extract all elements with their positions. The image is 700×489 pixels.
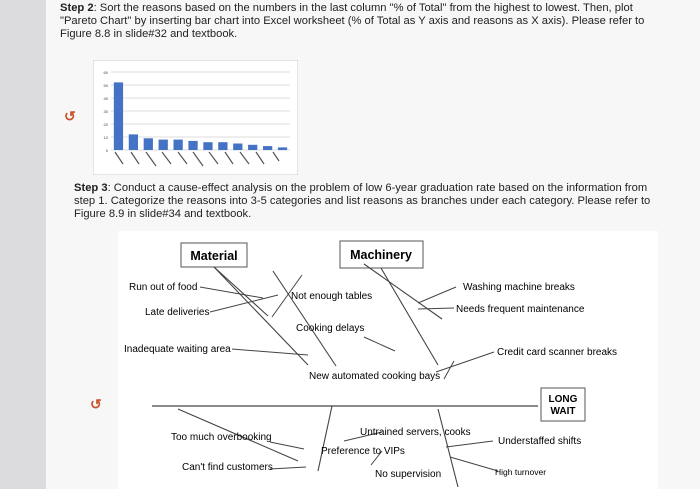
- chart-bar: [218, 142, 227, 150]
- category-material-label: Material: [190, 249, 238, 263]
- cause-credit-card-scanner-breaks: Credit card scanner breaks: [497, 347, 618, 358]
- effect-line-1: LONG: [548, 394, 578, 405]
- chart-y-tick-label: 20: [103, 122, 108, 127]
- chart-bar: [248, 145, 257, 150]
- pareto-chart: [93, 60, 298, 175]
- undo-arrow-icon[interactable]: ↺: [90, 396, 102, 412]
- cause-high-turnover: High turnover: [495, 467, 547, 477]
- cause-inadequate-waiting-area: Inadequate waiting area: [124, 344, 231, 355]
- cause-untrained-servers-cooks: Untrained servers, cooks: [360, 427, 471, 438]
- chart-bar: [233, 144, 242, 151]
- category-material: [181, 243, 247, 267]
- effect-box: [541, 388, 585, 421]
- chart-bar: [159, 140, 168, 150]
- cause-too-much-overbooking: Too much overbooking: [171, 432, 272, 443]
- cause-run-out-of-food: Run out of food: [129, 282, 198, 293]
- chart-y-tick-label: 60: [103, 70, 108, 75]
- cause-not-enough-tables: Not enough tables: [291, 291, 373, 302]
- chart-y-tick-label: 30: [103, 109, 108, 114]
- cause-cant-find-customers: Can't find customers: [182, 462, 273, 473]
- category-machinery-label: Machinery: [350, 248, 412, 262]
- step2-instruction: [60, 2, 670, 41]
- chart-bar: [114, 82, 123, 150]
- chart-bar: [188, 141, 197, 150]
- chart-bar: [278, 147, 287, 150]
- step3-instruction: [74, 182, 664, 221]
- fishbone-diagram: [118, 231, 658, 489]
- cause-no-supervision: No supervision: [375, 469, 442, 480]
- chart-y-tick-label: 10: [103, 135, 108, 140]
- category-machinery: [340, 241, 423, 268]
- left-margin: [0, 0, 46, 489]
- chart-y-tick-label: 0: [105, 148, 108, 153]
- chart-y-tick-label: 40: [103, 96, 108, 101]
- cause-preference-to-vips: Preference to VIPs: [321, 446, 405, 457]
- cause-needs-frequent-maintenance: Needs frequent maintenance: [456, 304, 585, 315]
- step3-label: Step 3: [74, 182, 108, 194]
- chart-bar: [263, 146, 272, 150]
- chart-frame: [93, 60, 298, 175]
- undo-arrow-icon[interactable]: ↺: [64, 108, 76, 124]
- chart-y-tick-label: 50: [103, 83, 108, 88]
- cause-understaffed-shifts: Understaffed shifts: [498, 436, 582, 447]
- effect-line-2: WAIT: [550, 406, 576, 417]
- cause-late-deliveries: Late deliveries: [145, 307, 210, 318]
- step2-text: : Sort the reasons based on the numbers in the last column "% of Total" from the highest to lowest. Then, plot "Pareto Chart" by inserting bar chart into Excel worksheet (% of Total as Y axis and reasons as X axis). Please refer to Figure 8.8 in slide#32 and textbook.: [60, 2, 645, 40]
- step3-text: : Conduct a cause-effect analysis on the problem of low 6-year graduation rate based on the information from step 1. Categorize the reasons into 3-5 categories and list reasons as branches under each category. Please refer to Figure 8.9 in slide#34 and textbook.: [74, 182, 651, 220]
- step2-label: Step 2: [60, 2, 94, 14]
- cause-cooking-delays: Cooking delays: [296, 323, 365, 334]
- chart-bar: [144, 138, 153, 150]
- chart-bar: [174, 140, 183, 150]
- cause-washing-machine-breaks: Washing machine breaks: [463, 282, 575, 293]
- chart-bar: [129, 134, 138, 150]
- chart-bar: [203, 142, 212, 150]
- cause-new-automated-cooking-bays: New automated cooking bays: [309, 371, 441, 382]
